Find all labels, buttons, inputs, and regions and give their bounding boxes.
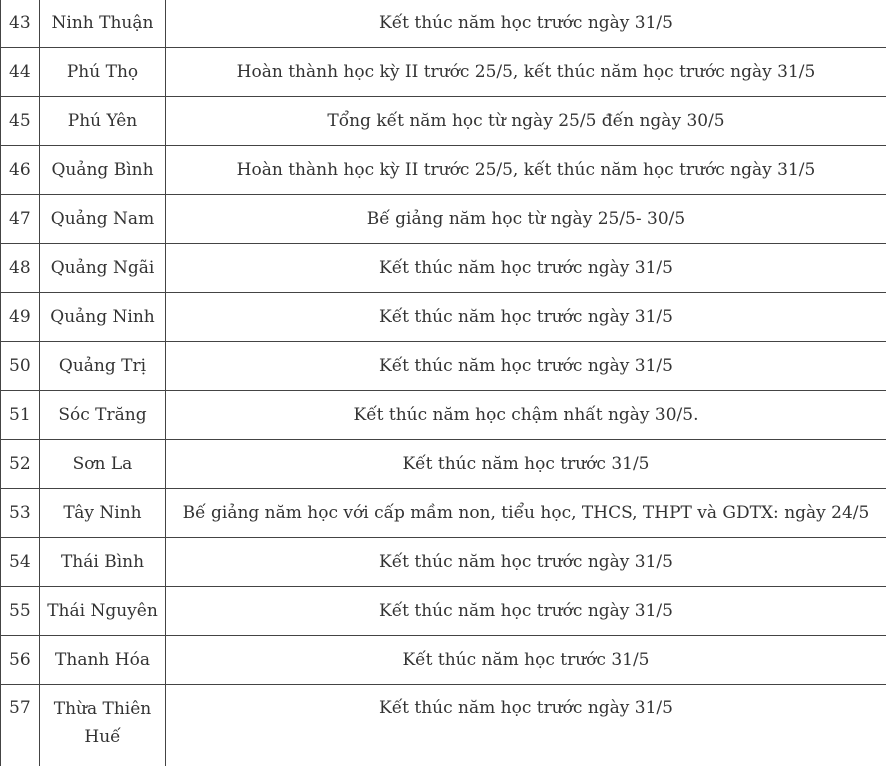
table-row <box>1 538 886 587</box>
schedule-text: Kết thúc năm học trước 31/5 <box>166 440 886 489</box>
table-row <box>1 636 886 685</box>
province-name: Quảng Ninh <box>40 293 166 342</box>
table-row <box>1 48 886 97</box>
row-number: 48 <box>1 244 40 293</box>
row-number: 53 <box>1 489 40 538</box>
schedule-text: Kết thúc năm học trước ngày 31/5 <box>166 244 886 293</box>
province-name: Thái Nguyên <box>40 587 166 636</box>
row-number: 52 <box>1 440 40 489</box>
schedule-text: Kết thúc năm học trước ngày 31/5 <box>166 587 886 636</box>
table-row <box>1 244 886 293</box>
province-name: Phú Thọ <box>40 48 166 97</box>
row-number: 45 <box>1 97 40 146</box>
schedule-text: Hoàn thành học kỳ II trước 25/5, kết thúc năm học trước ngày 31/5 <box>166 146 886 195</box>
schedule-text: Kết thúc năm học trước ngày 31/5 <box>166 0 886 48</box>
schedule-text: Kết thúc năm học chậm nhất ngày 30/5. <box>166 391 886 440</box>
row-number: 51 <box>1 391 40 440</box>
row-number: 49 <box>1 293 40 342</box>
schedule-text: Bế giảng năm học từ ngày 25/5- 30/5 <box>166 195 886 244</box>
table-row <box>1 0 886 48</box>
row-number: 44 <box>1 48 40 97</box>
province-name: Quảng Trị <box>40 342 166 391</box>
table-row <box>1 342 886 391</box>
table-row <box>1 146 886 195</box>
province-name: Ninh Thuận <box>40 0 166 48</box>
table-row <box>1 391 886 440</box>
schedule-text: Tổng kết năm học từ ngày 25/5 đến ngày 30/5 <box>166 97 886 146</box>
province-name: Thừa Thiên Huế <box>40 685 166 766</box>
table-row <box>1 97 886 146</box>
schedule-text: Kết thúc năm học trước ngày 31/5 <box>166 685 886 766</box>
table-row <box>1 195 886 244</box>
province-name: Tây Ninh <box>40 489 166 538</box>
row-number: 43 <box>1 0 40 48</box>
province-name: Quảng Nam <box>40 195 166 244</box>
province-name: Quảng Bình <box>40 146 166 195</box>
province-name: Sơn La <box>40 440 166 489</box>
row-number: 56 <box>1 636 40 685</box>
schedule-text: Kết thúc năm học trước ngày 31/5 <box>166 342 886 391</box>
row-number: 47 <box>1 195 40 244</box>
table-row <box>1 685 886 766</box>
row-number: 50 <box>1 342 40 391</box>
table-row <box>1 587 886 636</box>
row-number: 57 <box>1 685 40 766</box>
schedule-text: Kết thúc năm học trước ngày 31/5 <box>166 293 886 342</box>
row-number: 54 <box>1 538 40 587</box>
row-number: 55 <box>1 587 40 636</box>
province-name: Phú Yên <box>40 97 166 146</box>
province-name: Thanh Hóa <box>40 636 166 685</box>
schedule-text: Kết thúc năm học trước ngày 31/5 <box>166 538 886 587</box>
province-name: Quảng Ngãi <box>40 244 166 293</box>
schedule-text: Hoàn thành học kỳ II trước 25/5, kết thúc năm học trước ngày 31/5 <box>166 48 886 97</box>
schedule-text: Kết thúc năm học trước 31/5 <box>166 636 886 685</box>
table-row <box>1 293 886 342</box>
table-row <box>1 489 886 538</box>
province-name: Thái Bình <box>40 538 166 587</box>
schedule-text: Bế giảng năm học với cấp mầm non, tiểu học, THCS, THPT và GDTX: ngày 24/5 <box>166 489 886 538</box>
province-name: Sóc Trăng <box>40 391 166 440</box>
table-row <box>1 440 886 489</box>
row-number: 46 <box>1 146 40 195</box>
